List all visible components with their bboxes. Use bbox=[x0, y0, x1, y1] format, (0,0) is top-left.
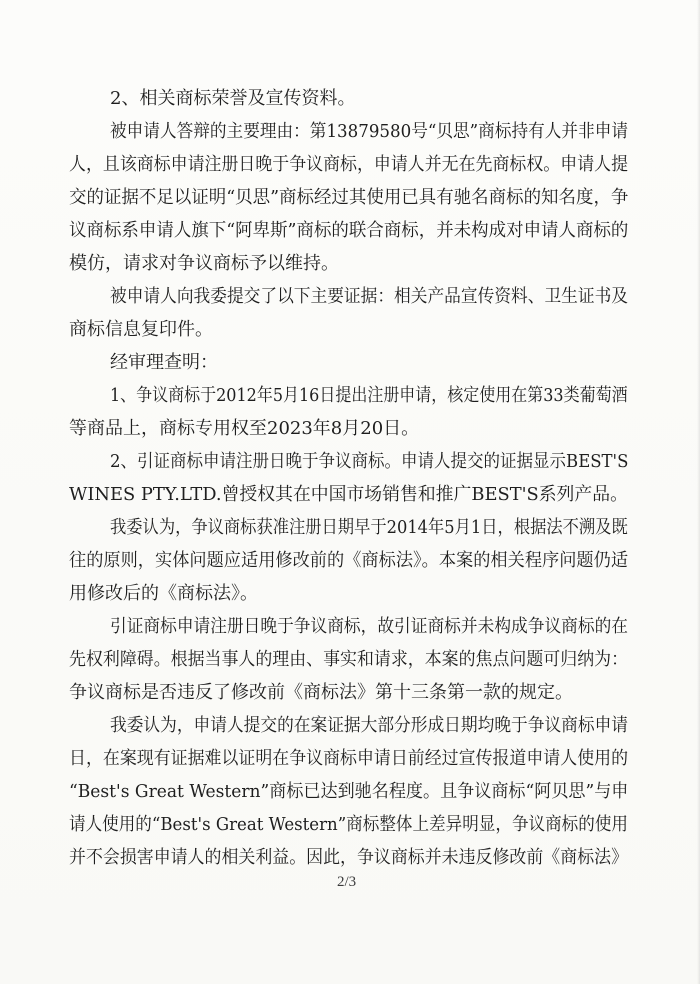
line-24: 并不会损害申请人的相关利益。因此，争议商标并未违反修改前《商标法》 bbox=[69, 847, 629, 868]
line-09: 经审理查明： bbox=[110, 352, 218, 373]
line-06: 模仿，请求对争议商标予以维持。 bbox=[69, 253, 339, 274]
line-04: 交的证据不足以证明“贝思”商标经过其使用已具有驰名商标的知名度，争 bbox=[69, 187, 629, 208]
line-10: 1、争议商标于2012年5月16日提出注册申请，核定使用在第33类葡萄酒 bbox=[110, 385, 628, 406]
line-22: “Best's Great Western”商标已达到驰名程度。且争议商标“阿贝思”与申 bbox=[69, 781, 629, 802]
line-02: 被申请人答辩的主要理由：第13879580号“贝思”商标持有人并非申请 bbox=[110, 121, 629, 142]
line-16: 用修改后的《商标法》。 bbox=[69, 583, 258, 604]
line-21: 日，在案现有证据难以证明在争议商标申请日前经过宣传报道申请人使用的 bbox=[69, 748, 629, 769]
line-08: 商标信息复印件。 bbox=[69, 319, 213, 340]
line-17: 引证商标申请注册日晚于争议商标，故引证商标并未构成争议商标的在 bbox=[110, 616, 628, 637]
line-14: 我委认为，争议商标获准注册日期早于2014年5月1日，根据法不溯及既 bbox=[110, 517, 628, 538]
line-03: 人，且该商标申请注册日晚于争议商标，申请人并无在先商标权。申请人提 bbox=[69, 154, 629, 175]
line-20: 我委认为，申请人提交的在案证据大部分形成日期均晚于争议商标申请 bbox=[110, 715, 628, 736]
line-19: 争议商标是否违反了修改前《商标法》第十三条第一款的规定。 bbox=[69, 682, 573, 703]
line-01: 2、相关商标荣誉及宣传资料。 bbox=[110, 88, 356, 109]
line-13: WINES PTY.LTD.曾授权其在中国市场销售和推广BEST'S系列产品。 bbox=[69, 484, 628, 505]
line-15: 往的原则，实体问题应适用修改前的《商标法》。本案的相关程序问题仍适 bbox=[69, 550, 629, 571]
line-18: 先权利障碍。根据当事人的理由、事实和请求，本案的焦点问题可归纳为： bbox=[69, 649, 629, 670]
line-07: 被申请人向我委提交了以下主要证据：相关产品宣传资料、卫生证书及 bbox=[110, 286, 628, 307]
line-11: 等商品上，商标专用权至2023年8月20日。 bbox=[69, 418, 420, 439]
page-number: 2/3 bbox=[337, 874, 357, 890]
line-05: 议商标系申请人旗下“阿卑斯”商标的联合商标，并未构成对申请人商标的 bbox=[69, 220, 629, 241]
line-23: 请人使用的“Best's Great Western”商标整体上差异明显，争议商标的使用 bbox=[69, 814, 628, 835]
line-12: 2、引证商标申请注册日晚于争议商标。申请人提交的证据显示BEST'S bbox=[110, 451, 629, 472]
